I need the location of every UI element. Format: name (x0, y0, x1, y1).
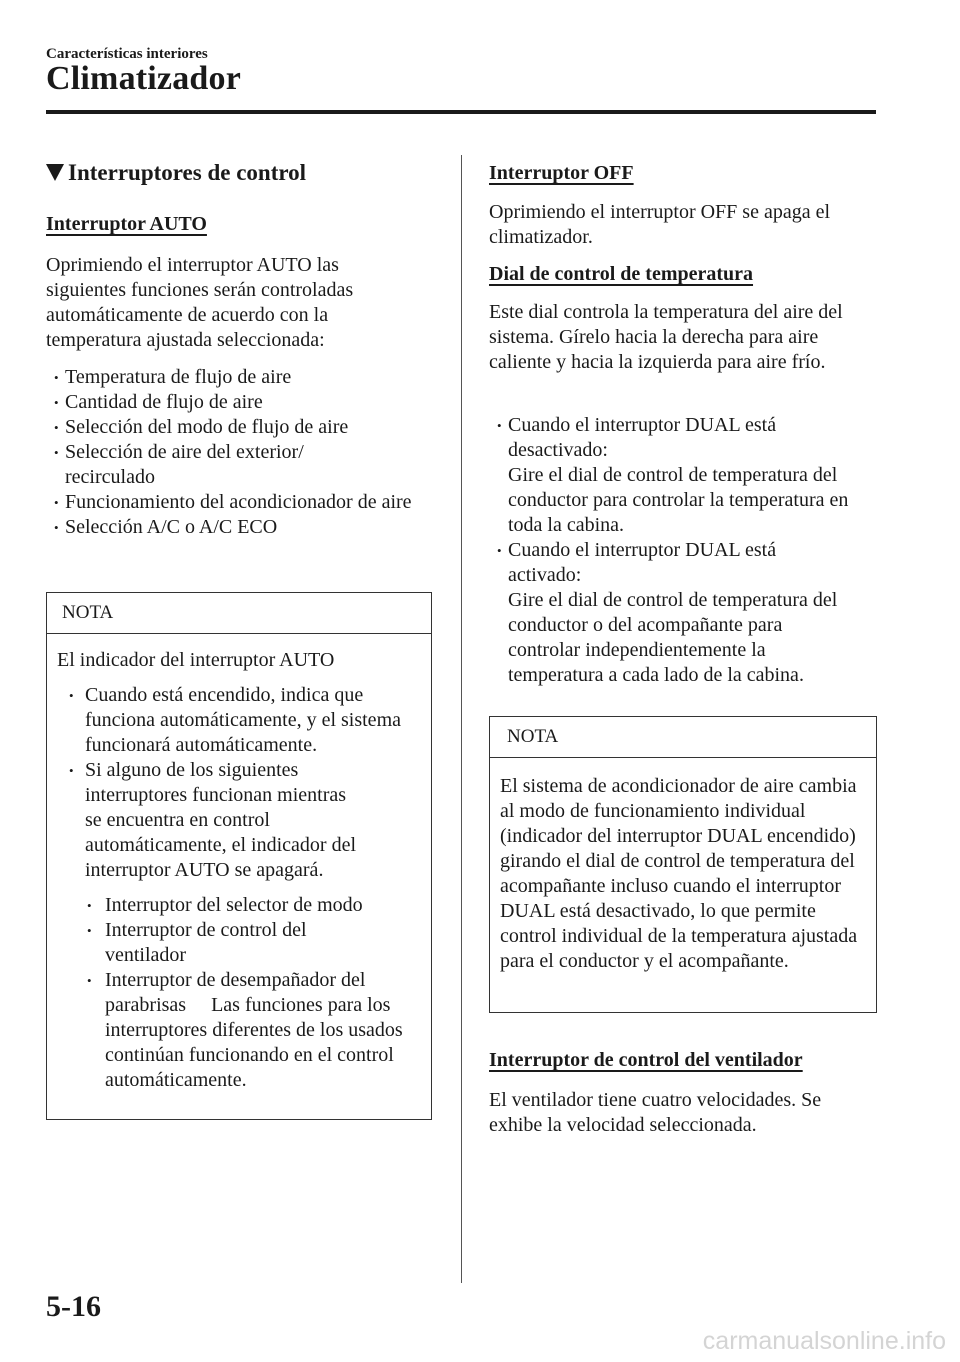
auto-functions-list (54, 365, 432, 540)
list-item-detail: Gire el dial de control de temperatura del conductor para controlar la temperatura en toda la cabina. (508, 464, 849, 536)
temperature-dial-list (497, 413, 867, 688)
temperature-dial-text: Este dial controla la temperatura del aire del sistema. Gírelo hacia la derecha para aire caliente y hacia la izquierda para aire frío. (489, 301, 843, 373)
off-switch-text: Oprimiendo el interruptor OFF se apaga el climatizador. (489, 201, 831, 248)
header-rule (46, 110, 876, 114)
list-item (497, 538, 867, 688)
column-divider (461, 155, 462, 1283)
list-item: • Selección A/C o A/C ECO (54, 515, 432, 540)
section-heading (46, 160, 306, 186)
note-list (57, 683, 421, 883)
section-breadcrumb: Características interiores (46, 46, 208, 62)
watermark: carmanualsonline.info (702, 1327, 946, 1355)
list-item: • Selección de aire del exterior/ recirculado (54, 440, 432, 490)
triangle-marker-icon (46, 164, 64, 181)
list-item-title: • Cuando el interruptor DUAL está desactivado: (508, 414, 777, 461)
list-item: • Funcionamiento del acondicionador de aire (54, 490, 432, 515)
auto-switch-title: Interruptor AUTO (46, 213, 207, 235)
list-item: • Cantidad de flujo de aire (54, 390, 432, 415)
list-item: • Cuando está encendido, indica que funciona automáticamente, y el sistema funcionará automáticamente. (57, 683, 421, 758)
note-text: El sistema de acondicionador de aire cambia al modo de funcionamiento individual (indicador del interruptor DUAL encendido) girando el dial de control de temperatura del acompañante incluso cuando el interruptor DUAL está desactivado, lo que permite control individual de la temperatura ajustada para el conductor y el acompañante. (500, 775, 858, 972)
chapter-title: Climatizador (46, 60, 242, 97)
auto-switch-intro: Oprimiendo el interruptor AUTO las siguientes funciones serán controladas automáticamente de acuerdo con la temperatura ajustada seleccionada: (46, 254, 354, 351)
fan-switch-text: El ventilador tiene cuatro velocidades. Se exhibe la velocidad seleccionada. (489, 1089, 822, 1136)
off-switch-title: Interruptor OFF (489, 162, 634, 184)
list-item: • Interruptor de desempañador del parabrisas Las funciones para los interruptores diferentes de los usados continúan funcionando en el control automáticamente. (75, 968, 421, 1093)
auto-note-box (46, 592, 432, 1120)
temperature-note-box (489, 716, 877, 1013)
list-item-title: • Cuando el interruptor DUAL está activado: (508, 539, 777, 586)
list-item-detail: Gire el dial de control de temperatura del conductor o del acompañante para controlar independientemente la temperatura a cada lado de la cabina. (508, 589, 838, 686)
list-item (497, 413, 867, 538)
note-sub-list (75, 893, 421, 1093)
list-item: • Selección del modo de flujo de aire (54, 415, 432, 440)
note-intro: El indicador del interruptor AUTO (57, 649, 335, 671)
list-item: • Interruptor del selector de modo (75, 893, 421, 918)
list-item: • Si alguno de los siguientes interruptores funcionan mientras se encuentra en control automáticamente, el indicador del interruptor AUTO se apagará. (57, 758, 421, 883)
section-heading-text: Interruptores de control (68, 160, 307, 185)
note-label: NOTA (47, 593, 431, 634)
temperature-dial-title: Dial de control de temperatura (489, 263, 754, 285)
list-item: • Interruptor de control del ventilador (75, 918, 421, 968)
note-body (47, 634, 431, 1105)
page-number: 5-16 (46, 1290, 101, 1323)
list-item: • Temperatura de flujo de aire (54, 365, 432, 390)
note-label: NOTA (490, 717, 876, 758)
fan-switch-title: Interruptor de control del ventilador (489, 1049, 803, 1071)
